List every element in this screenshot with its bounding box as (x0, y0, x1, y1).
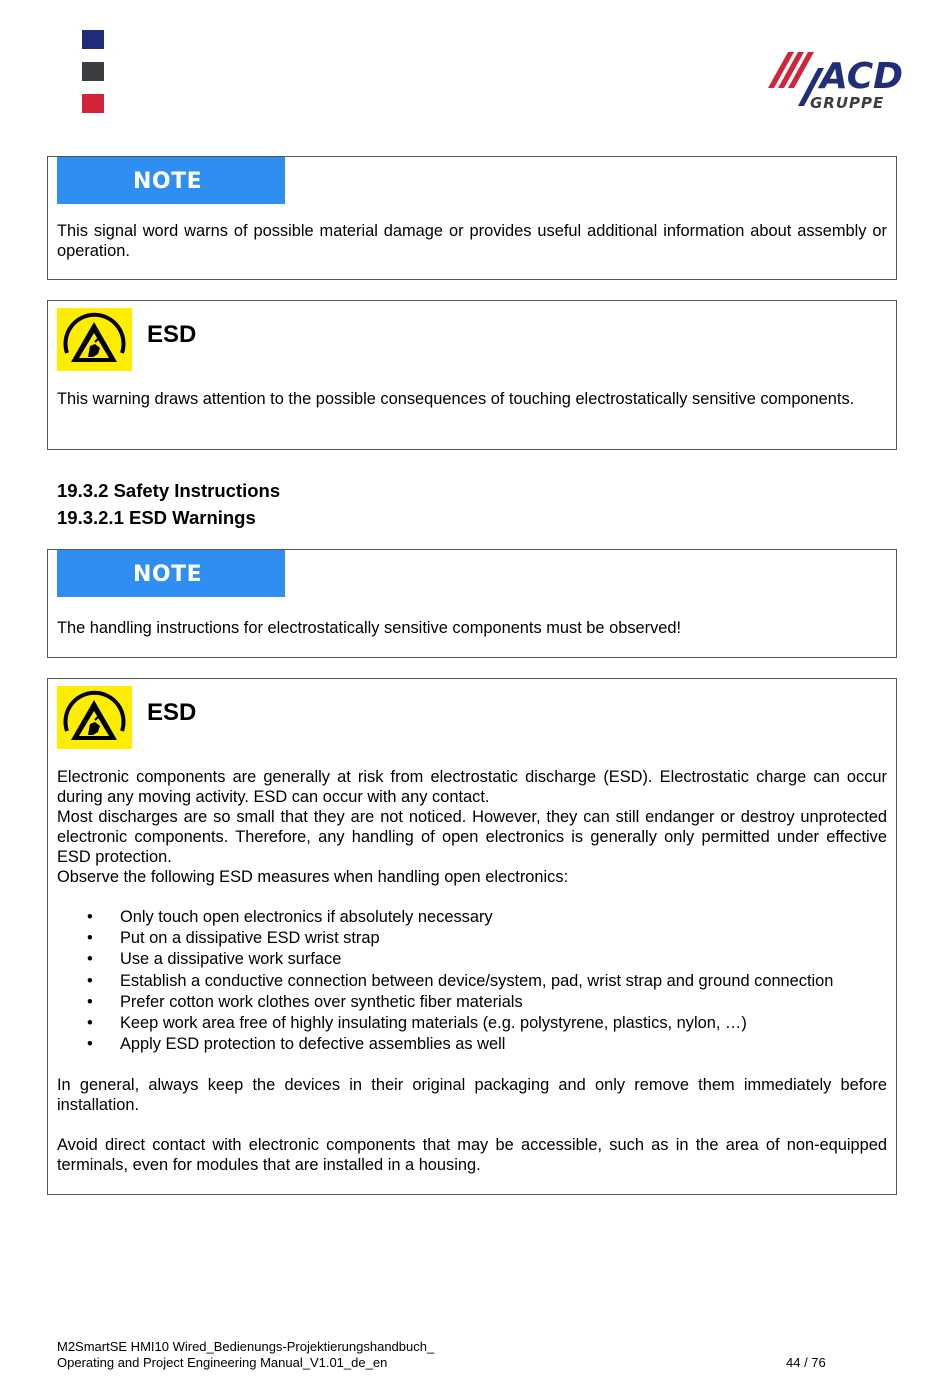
header-square-blue (82, 30, 104, 49)
note-text: This signal word warns of possible material damage or provides useful additional information about assembly or operation. (57, 222, 887, 260)
header-square-gray (82, 62, 104, 81)
esd-paragraph-1: Electronic components are generally at risk from electrostatic discharge (ESD). Electrostatic charge can occur during any moving activity. ESD can occur with any contact. (57, 768, 887, 806)
note-banner (57, 550, 285, 597)
list-item: • Put on a dissipative ESD wrist strap (57, 928, 887, 949)
footer-line-2: Operating and Project Engineering Manual_V1.01_de_en (57, 1355, 388, 1370)
footer-line-1: M2SmartSE HMI10 Wired_Bedienungs-Projektierungshandbuch_ (57, 1339, 435, 1354)
list-item: • Prefer cotton work clothes over synthetic fiber materials (57, 992, 887, 1013)
section-heading: 19.3.2 Safety Instructions (57, 480, 281, 501)
page-number: 44 / 76 (786, 1355, 826, 1370)
note-text: The handling instructions for electrostatically sensitive components must be observed! (57, 619, 682, 637)
list-item: • Apply ESD protection to defective assemblies as well (57, 1034, 887, 1055)
esd-paragraph-2: Most discharges are so small that they are not noticed. However, they can still endanger or destroy unprotected electronic components. Therefore, any handling of open electronics is generally only permitted under effective ESD protection. (57, 808, 887, 866)
footer-doc-title (57, 1339, 434, 1371)
logo-sub: GRUPPE (810, 94, 885, 112)
esd-title: ESD (147, 321, 197, 348)
logo-brand: ACD (820, 56, 904, 97)
note-banner (57, 157, 285, 204)
esd-warning-icon (57, 686, 132, 749)
note-box-1 (47, 156, 897, 280)
list-item: • Only touch open electronics if absolutely necessary (57, 907, 887, 928)
note-box-2 (47, 549, 897, 658)
esd-measures-list (57, 907, 887, 1055)
esd-paragraph-5: Avoid direct contact with electronic components that may be accessible, such as in the area of non-equipped terminals, even for modules that are installed in a housing. (57, 1136, 887, 1174)
list-item: • Keep work area free of highly insulating materials (e.g. polystyrene, plastics, nylon, …) (57, 1013, 887, 1034)
esd-warning-icon (57, 308, 132, 371)
esd-text: This warning draws attention to the possible consequences of touching electrostatically sensitive components. (57, 390, 855, 408)
acd-gruppe-logo (768, 48, 918, 112)
esd-box-2 (47, 678, 897, 1195)
esd-box-1 (47, 300, 897, 450)
esd-paragraph-3: Observe the following ESD measures when handling open electronics: (57, 868, 569, 886)
header-square-red (82, 94, 104, 113)
list-item: • Establish a conductive connection between device/system, pad, wrist strap and ground connection (57, 971, 887, 992)
list-item: • Use a dissipative work surface (57, 949, 887, 970)
subsection-heading: 19.3.2.1 ESD Warnings (57, 507, 256, 528)
esd-title: ESD (147, 699, 197, 726)
note-label: NOTE (133, 169, 203, 194)
note-label: NOTE (133, 562, 203, 587)
esd-paragraph-4: In general, always keep the devices in their original packaging and only remove them immediately before installation. (57, 1076, 887, 1114)
